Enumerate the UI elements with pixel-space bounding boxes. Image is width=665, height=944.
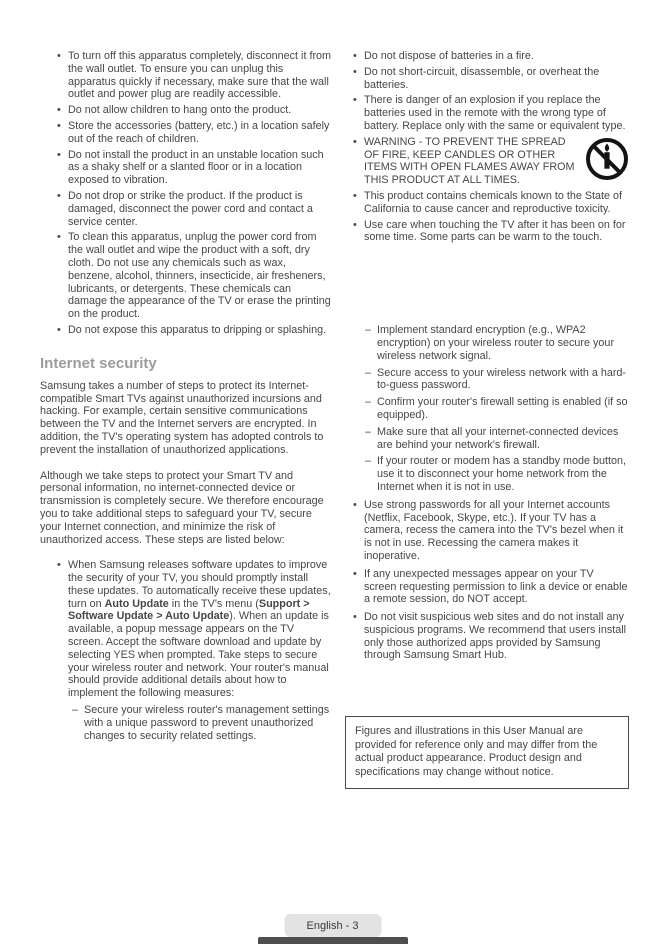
list-item-text: Do not drop or strike the product. If the product is damaged, disconnect the power cord and contact a service center. [68, 189, 313, 228]
list-item-text: There is danger of an explosion if you replace the batteries used in the remote with the wrong type of battery. Replace only with the same or equivalent type. [364, 94, 626, 132]
disclaimer-note-box [345, 716, 629, 788]
list-item [353, 94, 629, 132]
list-item [57, 50, 332, 101]
internet-security-paragraph-1: Samsung takes a number of steps to protect its Internet-compatible Smart TVs against unauthorized incursions and hacking. For example, certain sensitive communications between the TV and the Internet servers are encrypted. In addition, the TV's operating system has adopted controls to prevent the installation of unauthorized applications. [40, 379, 324, 456]
list-item-text: Implement standard encryption (e.g., WPA2 encryption) on your wireless router to secure your wireless network signal. [377, 324, 615, 362]
list-item-text: This product contains chemicals known to the State of California to cause cancer and reproductive toxicity. [364, 189, 623, 215]
list-item [353, 50, 629, 63]
list-item [365, 455, 629, 493]
list-item [353, 611, 629, 662]
router-security-dash-list [365, 324, 629, 494]
no-open-flames-icon [585, 137, 629, 181]
text-segment-bold: Support > Software Update > Auto Update [68, 597, 310, 623]
left-column [40, 50, 332, 789]
list-item-text: Do not expose this apparatus to dripping or splashing. [68, 323, 327, 336]
list-item [365, 367, 629, 393]
list-item [353, 190, 629, 216]
text-segment-bold: Auto Update [104, 597, 169, 610]
list-item [353, 568, 629, 606]
text-segment: When Samsung releases software updates to improve the security of your TV, you should promptly install these updates. To automatically receive these updates, turn on [68, 559, 331, 610]
list-item [57, 120, 332, 146]
page-footer-bar [258, 937, 408, 944]
list-item [365, 396, 629, 422]
section-title-internet-security: Internet security [40, 354, 157, 372]
list-item [57, 149, 332, 187]
list-item-text: To clean this apparatus, unplug the power cord from the wall outlet and wipe the product with a soft, dry cloth. Do not use any chemicals such as wax, benzene, alcohol, thinners, insecticide, air fresheners, lubricants, or detergents. These chemicals can damage the appearance of the TV or erase the printing on the product. [68, 231, 331, 321]
list-item-text: Do not visit suspicious web sites and do not install any suspicious programs. We recommend that users install only those authorized apps provided by Samsung through Samsung Smart Hub. [364, 611, 627, 662]
list-item [353, 499, 629, 563]
list-item-text: If any unexpected messages appear on your TV screen requesting permission to link a device or enable a remote session, do NOT accept. [364, 567, 628, 606]
list-item-text: Use strong passwords for all your Internet accounts (Netflix, Facebook, Skype, etc.). If your TV has a camera, recess the camera into the TV's bezel when it is not in use. Recessing the camera makes it inoperative. [364, 498, 624, 562]
list-item [72, 704, 332, 742]
list-item [57, 324, 332, 337]
internet-security-paragraph-2: Although we take steps to protect your Smart TV and personal information, no internet-connected device or transmission is completely secure. We therefore encourage you to take additional steps to safeguard your TV, secure your Internet connection, and minimize the risk of unauthorized access. These steps are listed below: [40, 469, 324, 546]
list-item-text: Use care when touching the TV after it has been on for some time. Some parts can be warm to the touch. [364, 218, 626, 244]
disclaimer-text: Figures and illustrations in this User Manual are provided for reference only and may differ from the actual product appearance. Product design and specifications may change without notice. [355, 725, 598, 779]
list-item-text: Confirm your router's firewall setting is enabled (if so equipped). [377, 396, 628, 421]
list-item-text: Do not dispose of batteries in a fire. [364, 50, 534, 62]
list-item-text: Do not short-circuit, disassemble, or overheat the batteries. [364, 65, 600, 91]
list-item-text: Do not install the product in an unstable location such as a shaky shelf or a slanted floor or in a location exposed to vibration. [68, 148, 324, 187]
list-item [353, 66, 629, 92]
list-item-text: Do not allow children to hang onto the product. [68, 104, 292, 117]
list-item-text: To turn off this apparatus completely, disconnect it from the wall outlet. To ensure you can unplug this apparatus quickly if necessary, make sure that the wall outlet and power plug are readily accessible. [68, 50, 332, 101]
software-update-list [40, 559, 332, 742]
list-item-text [68, 559, 331, 699]
list-item [365, 324, 629, 362]
list-item [57, 231, 332, 321]
list-item-warning [353, 136, 629, 187]
list-item [365, 426, 629, 452]
safety-list-left [40, 50, 332, 337]
list-item [57, 104, 332, 117]
right-column [353, 50, 629, 789]
page-number-label: English - 3 [306, 919, 359, 932]
list-item-text: WARNING - TO PREVENT THE SPREAD OF FIRE, KEEP CANDLES OR OTHER ITEMS WITH OPEN FLAMES AWAY FROM THIS PRODUCT AT ALL TIMES. [364, 135, 575, 187]
list-item [57, 559, 332, 700]
list-item [57, 190, 332, 228]
list-item-text: Make sure that all your internet-connected devices are behind your network's firewall. [377, 425, 619, 451]
list-item-text: If your router or modem has a standby mode button, use it to disconnect your home network from the Internet when it is not in use. [377, 455, 627, 493]
list-item [353, 219, 629, 245]
page-footer-tab [284, 914, 381, 937]
safety-list-right [353, 50, 629, 244]
list-item-text: Store the accessories (battery, etc.) in a location safely out of the reach of children. [68, 119, 330, 145]
text-segment: ). When an update is available, a popup message appears on the TV screen. Accept the software download and update by selecting YES when prompted. Take steps to secure your wireless router and network. Your router's manual should provide additional details about how to implement the following measures: [68, 610, 329, 700]
account-security-bullet-list [353, 499, 629, 663]
text-segment: in the TV's menu ( [168, 597, 259, 610]
list-item-text: Secure your wireless router's management settings with a unique password to prevent unauthorized changes to security related settings. [84, 704, 330, 742]
list-item-text: Secure access to your wireless network with a hard-to-guess password. [377, 366, 627, 392]
